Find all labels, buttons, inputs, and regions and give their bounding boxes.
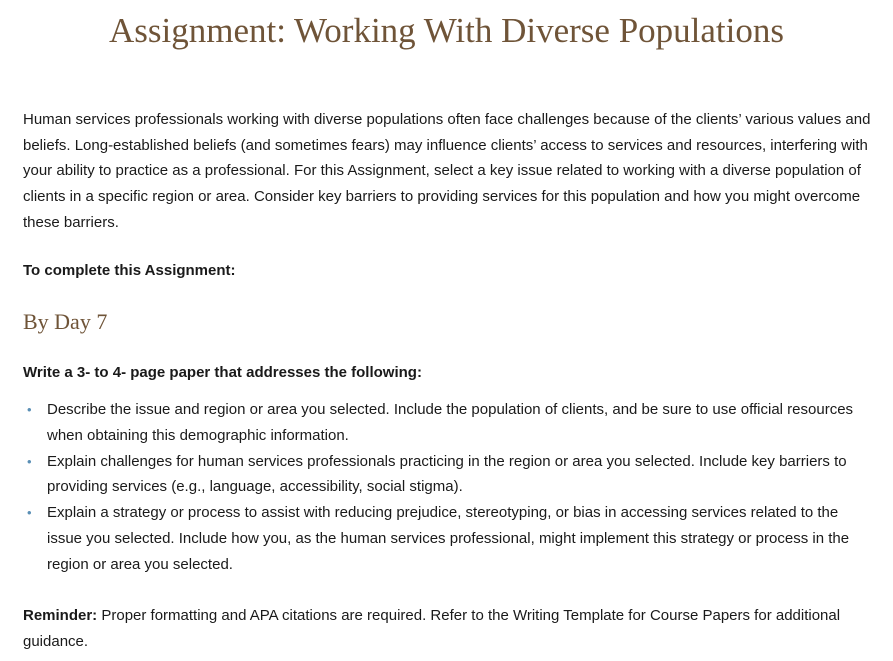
list-item-text: Explain challenges for human services professionals practicing in the region or area you selected. Include key barriers to providing services (e.g., language, accessibility, social stigma). — [47, 452, 847, 496]
requirements-list — [23, 397, 873, 578]
bullet-icon: • — [27, 453, 32, 469]
bullet-icon: • — [27, 505, 32, 521]
list-item — [23, 397, 873, 449]
bullet-icon: • — [27, 402, 32, 417]
list-item-text: Explain a strategy or process to assist with reducing prejudice, stereotyping, or bias in accessing services related to the issue you selected. Include how you, as the human services professional, might implement this strategy or process in the region or area you selected. — [47, 504, 850, 573]
page-title: Assignment: Working With Diverse Populations — [108, 11, 784, 50]
reminder-label: Reminder: — [23, 607, 98, 624]
reminder-paragraph — [23, 603, 873, 654]
intro-paragraph: Human services professionals working with diverse populations often face challenges because of the clients’ various values and beliefs. Long-established beliefs (and sometimes fears) may influence clients’ access to services and resources, interfering with your ability to practice as a professional. For this Assignment, select a key issue related to working with a diverse population of clients in a specific region or area. Consider key barriers to providing services for this population and how you might overcome these barriers. — [23, 111, 871, 231]
list-item — [23, 449, 873, 501]
reminder-text: Proper formatting and APA citations are required. Refer to the Writing Template for Course Papers for additional guidance. — [23, 607, 841, 650]
list-item-text: Describe the issue and region or area you selected. Include the population of clients, and be sure to use official resources when obtaining this demographic information. — [47, 401, 854, 444]
list-item — [23, 500, 873, 577]
day-heading: By Day 7 — [23, 309, 108, 334]
write-paper-label: Write a 3- to 4- page paper that addresses the following: — [23, 364, 422, 381]
complete-assignment-label: To complete this Assignment: — [23, 262, 236, 279]
